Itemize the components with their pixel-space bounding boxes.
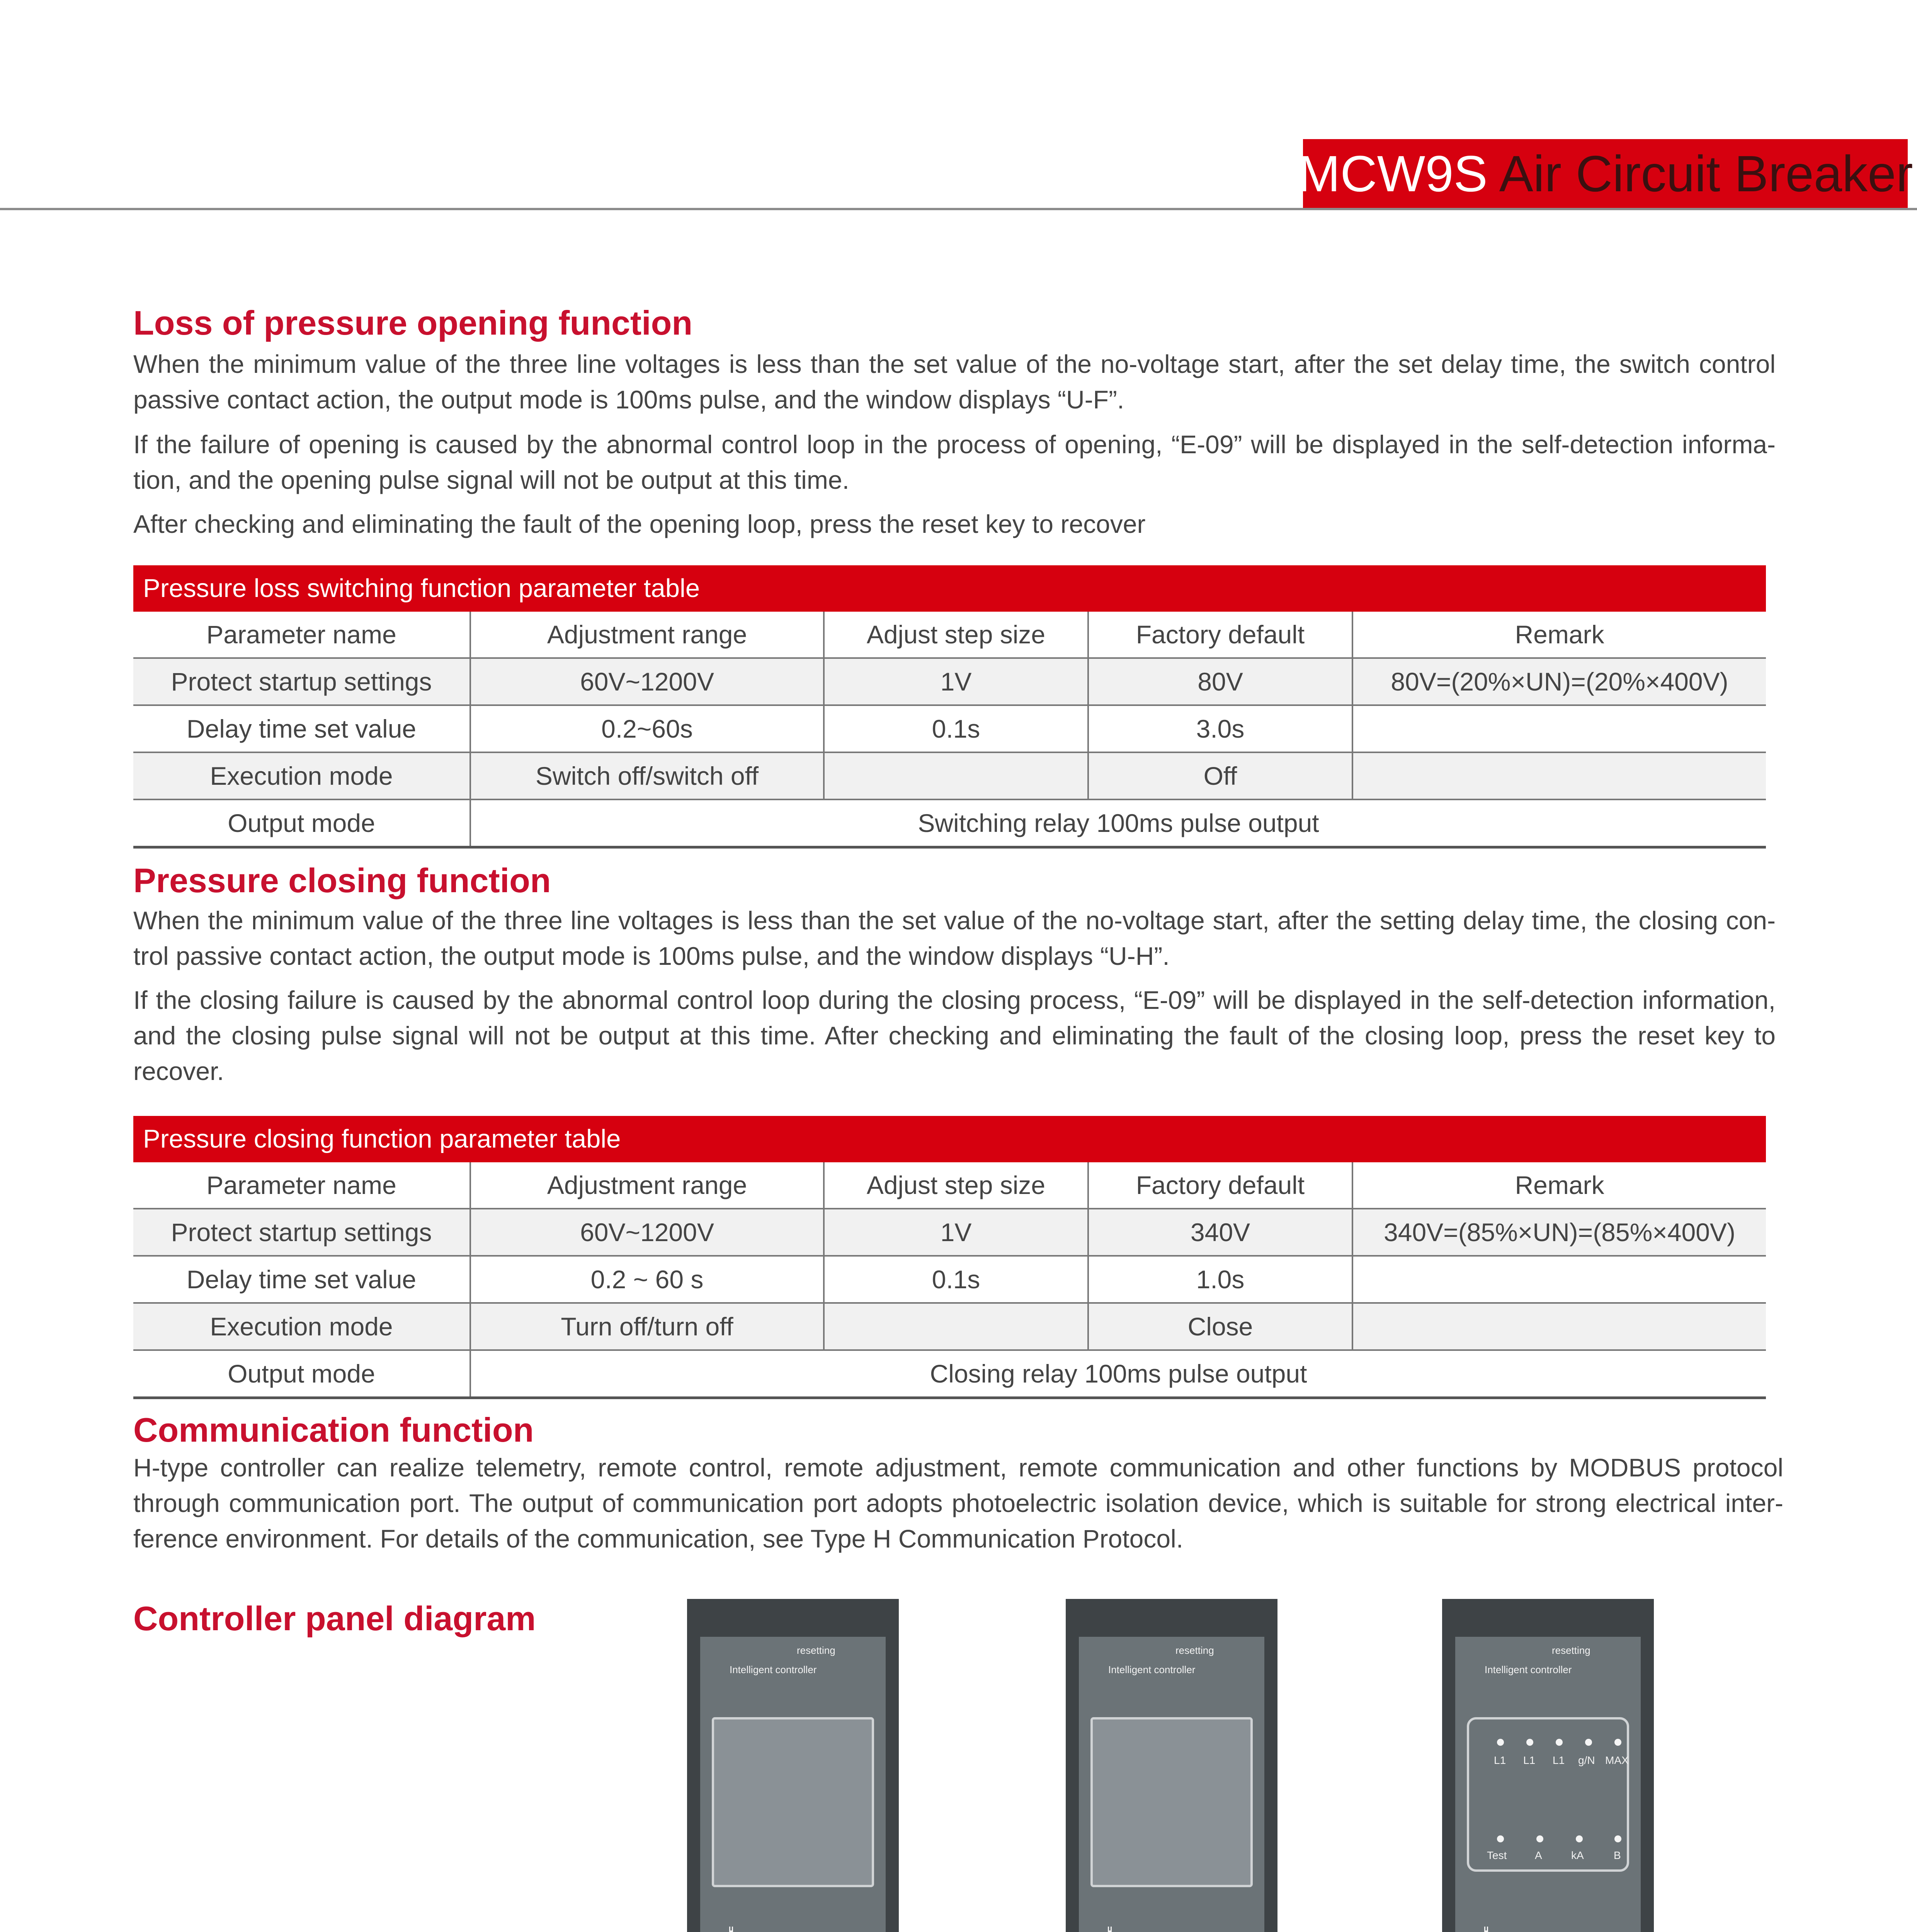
header-rule [0,208,1917,210]
table-cell: 1.0s [1088,1256,1352,1303]
led-label: L1 [1523,1754,1536,1766]
table-cell: Output mode [133,799,470,847]
led [1497,1739,1504,1746]
table-cell [1352,1256,1766,1303]
table-header-row [133,1162,1766,1209]
table-caption: Pressure loss switching function parameter table [133,565,1766,612]
protection-curve-icon [716,1923,832,1932]
upper-face [700,1637,886,1932]
table-cell: 80V=(20%×UN)=(20%×400V) [1352,658,1766,705]
m-type-controller-panel [1442,1599,1654,1932]
table-caption: Pressure closing function parameter table [133,1116,1766,1162]
table-row [133,705,1766,752]
protection-curve-icon [1094,1923,1210,1932]
led [1614,1739,1621,1746]
table-cell: 340V=(85%×UN)=(85%×400V) [1352,1209,1766,1256]
upper-face [1455,1637,1641,1932]
table-cell: 0.1s [824,1256,1088,1303]
table-cell: Factory default [1088,1162,1352,1209]
model-name: MCW9S [1298,145,1488,202]
table-cell: 60V~1200V [470,1209,824,1256]
upper-face [1079,1637,1264,1932]
table-cell: 0.2 ~ 60 s [470,1256,824,1303]
led [1536,1835,1543,1842]
table-cell: Switching relay 100ms pulse output [470,799,1766,847]
table-header-row [133,612,1766,658]
led [1556,1739,1563,1746]
led-label: g/N [1578,1754,1595,1766]
table-cell: Close [1088,1303,1352,1350]
table-row [133,1256,1766,1303]
opening-paragraph-1: When the minimum value of the three line voltages is less than the set value of the no-voltage start, after the set delay time, the switch control passive contact action, the output mode is 100ms pulse, and the window displays “U-F”. [133,350,1776,414]
table-cell: Switch off/switch off [470,752,824,799]
opening-paragraph-2: If the failure of opening is caused by the abnormal control loop in the process of opening, “E-09” will be displayed in the self-detection informa-tion, and the opening pulse signal will not be output at this time. [133,430,1776,494]
table-cell [824,752,1088,799]
section-title-opening: Loss of pressure opening function [133,304,693,342]
table-cell: Adjust step size [824,1162,1088,1209]
table-cell: Remark [1352,612,1766,658]
table-cell: Remark [1352,1162,1766,1209]
product-name: Air Circuit Breaker [1499,145,1913,202]
resetting-label: resetting [1175,1645,1214,1656]
table-row [133,658,1766,705]
section-title-communication: Communication function [133,1411,534,1449]
header-badge [1298,139,1913,208]
table-cell: Execution mode [133,1303,470,1350]
intelligent-controller-label: Intelligent controller [730,1664,817,1675]
led [1585,1739,1592,1746]
table-cell: 80V [1088,658,1352,705]
table-cell: Adjustment range [470,612,824,658]
table-cell: 1V [824,1209,1088,1256]
table-cell: Factory default [1088,612,1352,658]
table-cell: Turn off/turn off [470,1303,824,1350]
resetting-label: resetting [1552,1645,1590,1656]
h-type-controller-panel [687,1599,899,1932]
table-cell: Parameter name [133,1162,470,1209]
section-title-closing: Pressure closing function [133,861,551,900]
table-cell: Delay time set value [133,1256,470,1303]
intelligent-controller-label: Intelligent controller [1108,1664,1196,1675]
led [1497,1835,1504,1842]
closing-paragraph-2: If the closing failure is caused by the abnormal control loop during the closing process, “E-09” will be displayed in the self-detection information, and the closing pulse signal will not be output at this time. After checking and eliminating the fault of the closing loop, press the reset key to recover. [133,986,1776,1085]
section-title-panel-diagram: Controller panel diagram [133,1599,536,1638]
closing-paragraph-1: When the minimum value of the three line voltages is less than the set value of the no-voltage start, after the setting delay time, the closing con-trol passive contact action, the output mode is 100ms pulse, and the window displays “U-H”. [133,906,1776,970]
lcd-screen [712,1717,874,1887]
led [1526,1739,1533,1746]
table-cell: 3.0s [1088,705,1352,752]
table-row [133,1350,1766,1398]
communication-paragraph: H-type controller can realize telemetry, remote control, remote adjustment, remote communication and other functions by MODBUS protocol through communication port. The output of communication port adopts photoelectric isolation device, which is suitable for strong electrical inter-ference environment. For details of the communication, see Type H Communication Protocol. [133,1453,1783,1553]
resetting-label: resetting [797,1645,835,1656]
table-cell [1352,752,1766,799]
table-cell: Parameter name [133,612,470,658]
table-cell: Closing relay 100ms pulse output [470,1350,1766,1398]
led-label: L1 [1553,1754,1565,1766]
intelligent-controller-label: Intelligent controller [1485,1664,1572,1675]
led-label: L1 [1494,1754,1506,1766]
led-label: A [1535,1849,1542,1861]
table-cell: Adjustment range [470,1162,824,1209]
table-row [133,1303,1766,1350]
table-row [133,752,1766,799]
table-cell: 1V [824,658,1088,705]
led-label: MAX [1605,1754,1629,1766]
table-cell: 0.1s [824,705,1088,752]
f-type-controller-panel [1066,1599,1277,1932]
table-cell: 60V~1200V [470,658,824,705]
table-cell: Off [1088,752,1352,799]
table-cell [824,1303,1088,1350]
table-cell: Protect startup settings [133,1209,470,1256]
table-cell: 0.2~60s [470,705,824,752]
table-cell: Protect startup settings [133,658,470,705]
led-window [1467,1717,1629,1872]
table-cell: Output mode [133,1350,470,1398]
table-cell: 340V [1088,1209,1352,1256]
opening-paragraph-3: After checking and eliminating the fault of the opening loop, press the reset key to recover [133,510,1146,538]
protection-curve-icon [1471,1923,1587,1932]
opening-parameter-table [133,565,1766,849]
led-label: Test [1487,1849,1507,1861]
closing-parameter-table [133,1116,1766,1399]
led [1576,1835,1583,1842]
lcd-screen [1090,1717,1253,1887]
table-row [133,1209,1766,1256]
led-label: kA [1571,1849,1584,1861]
table-cell: Delay time set value [133,705,470,752]
table-cell [1352,1303,1766,1350]
table-cell [1352,705,1766,752]
led-label: B [1614,1849,1621,1861]
table-cell: Adjust step size [824,612,1088,658]
table-row [133,799,1766,847]
table-cell: Execution mode [133,752,470,799]
led [1614,1835,1621,1842]
